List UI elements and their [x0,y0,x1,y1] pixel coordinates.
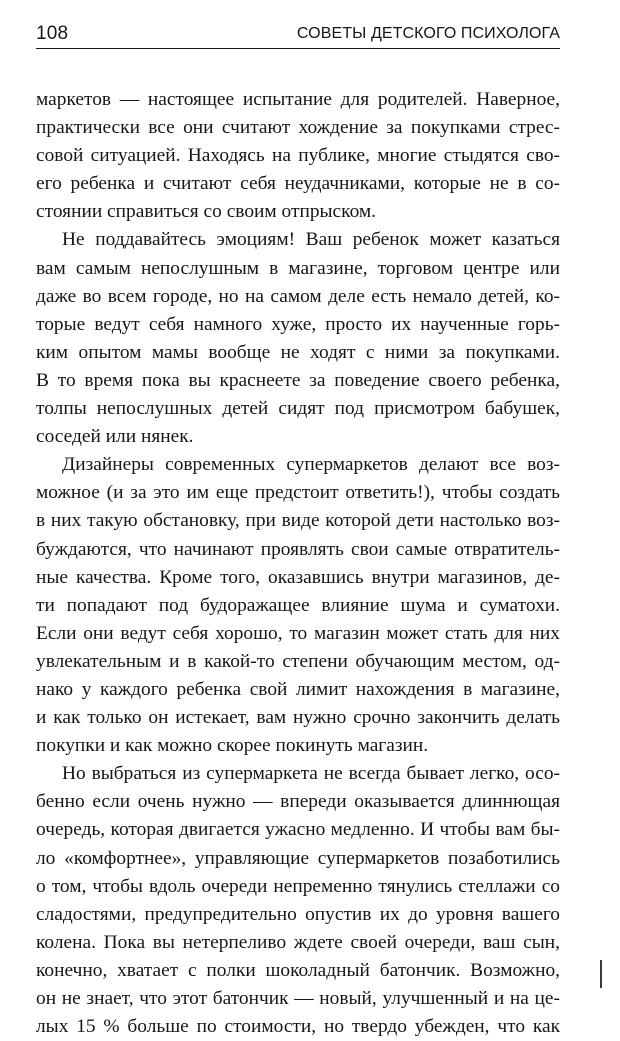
paragraph-3 [36,451,560,760]
text-line: в них такую обстановку, при виде которой дети настолько воз- [36,510,560,532]
text-line: совой ситуацией. Находясь на публике, многие стыдятся сво- [36,145,560,167]
text-line: буждаются, что начинают проявлять свои самые отвратитель- [36,538,560,560]
text-line: вам самым непослушным в магазине, торговом центре или [36,257,560,279]
body-text [36,86,560,1041]
text-line: увлекательным и в какой-то степени обучающим местом, од- [36,650,560,672]
text-line: и как только он истекает, вам нужно срочно закончить делать [36,707,560,729]
text-line: ким опытом мамы вообще не ходят с ними за покупками. [36,341,560,363]
text-line: он не знает, что этот батончик — новый, улучшенный и на це- [36,988,560,1009]
text-line: можное (и за это им еще предстоит ответить!), чтобы создать [36,482,560,504]
paragraph-2 [36,226,560,451]
text-line: практически все они считают хождение за покупками стрес- [36,117,560,139]
text-line: Но выбраться из супермаркета не всегда бывает легко, осо- [62,763,560,785]
text-line: толпы непослушных детей сидят под присмотром бабушек, [36,398,560,420]
running-header [36,22,560,49]
text-line: его ребенка и считают себя неудачниками, которые не в со- [36,173,560,195]
text-line: ло «комфортнее», управляющие супермаркетов позаботились [36,847,560,869]
text-line: В то время пока вы краснеете за поведение своего ребенка, [36,369,560,391]
scan-margin-mark [600,960,602,988]
text-line: даже во всем городе, но на самом деле есть немало детей, ко- [36,285,560,307]
text-line: Дизайнеры современных супермаркетов делают все воз- [62,454,560,476]
page-number: 108 [36,23,69,44]
text-line: Если они ведут себя хорошо, то магазин может стать для них [36,622,560,644]
text-line: сладостями, предупредительно опустив их до уровня вашего [36,903,560,925]
text-line: нако у каждого ребенка свой лимит нахождения в магазине, [36,678,560,700]
text-line: очередь, которая двигается ужасно медленно. И чтобы вам бы- [36,819,560,841]
text-line: ные качества. Кроме того, оказавшись внутри магазинов, де- [36,566,560,588]
text-line: торые ведут себя намного хуже, просто их наученные горь- [36,313,560,335]
text-line: о том, чтобы вдоль очереди непременно тянулись стеллажи со [36,875,560,897]
text-line: соседей или нянек. [36,426,194,448]
book-title: СОВЕТЫ ДЕТСКОГО ПСИХОЛОГА [296,25,560,42]
text-line: Не поддавайтесь эмоциям! Ваш ребенок может казаться [62,229,560,251]
paragraph-4 [36,760,560,1041]
text-line: конечно, хватает с полки шоколадный батончик. Возможно, [36,959,560,981]
paragraph-1 [36,86,560,226]
text-line: маркетов — настоящее испытание для родителей. Наверное, [36,89,560,110]
text-line: ти попадают под будоражащее влияние шума и суматохи. [36,594,560,616]
text-line: бенно если очень нужно — впереди оказывается длиннющая [36,791,560,813]
text-line: колена. Пока вы нетерпеливо ждете своей очереди, ваш сын, [36,931,560,953]
text-line: покупки и как можно скорее покинуть магазин. [36,735,429,757]
text-line: лых 15 % больше по стоимости, но твердо убежден, что как [36,1016,560,1038]
text-line: стоянии справиться со своим отпрыском. [36,201,377,223]
